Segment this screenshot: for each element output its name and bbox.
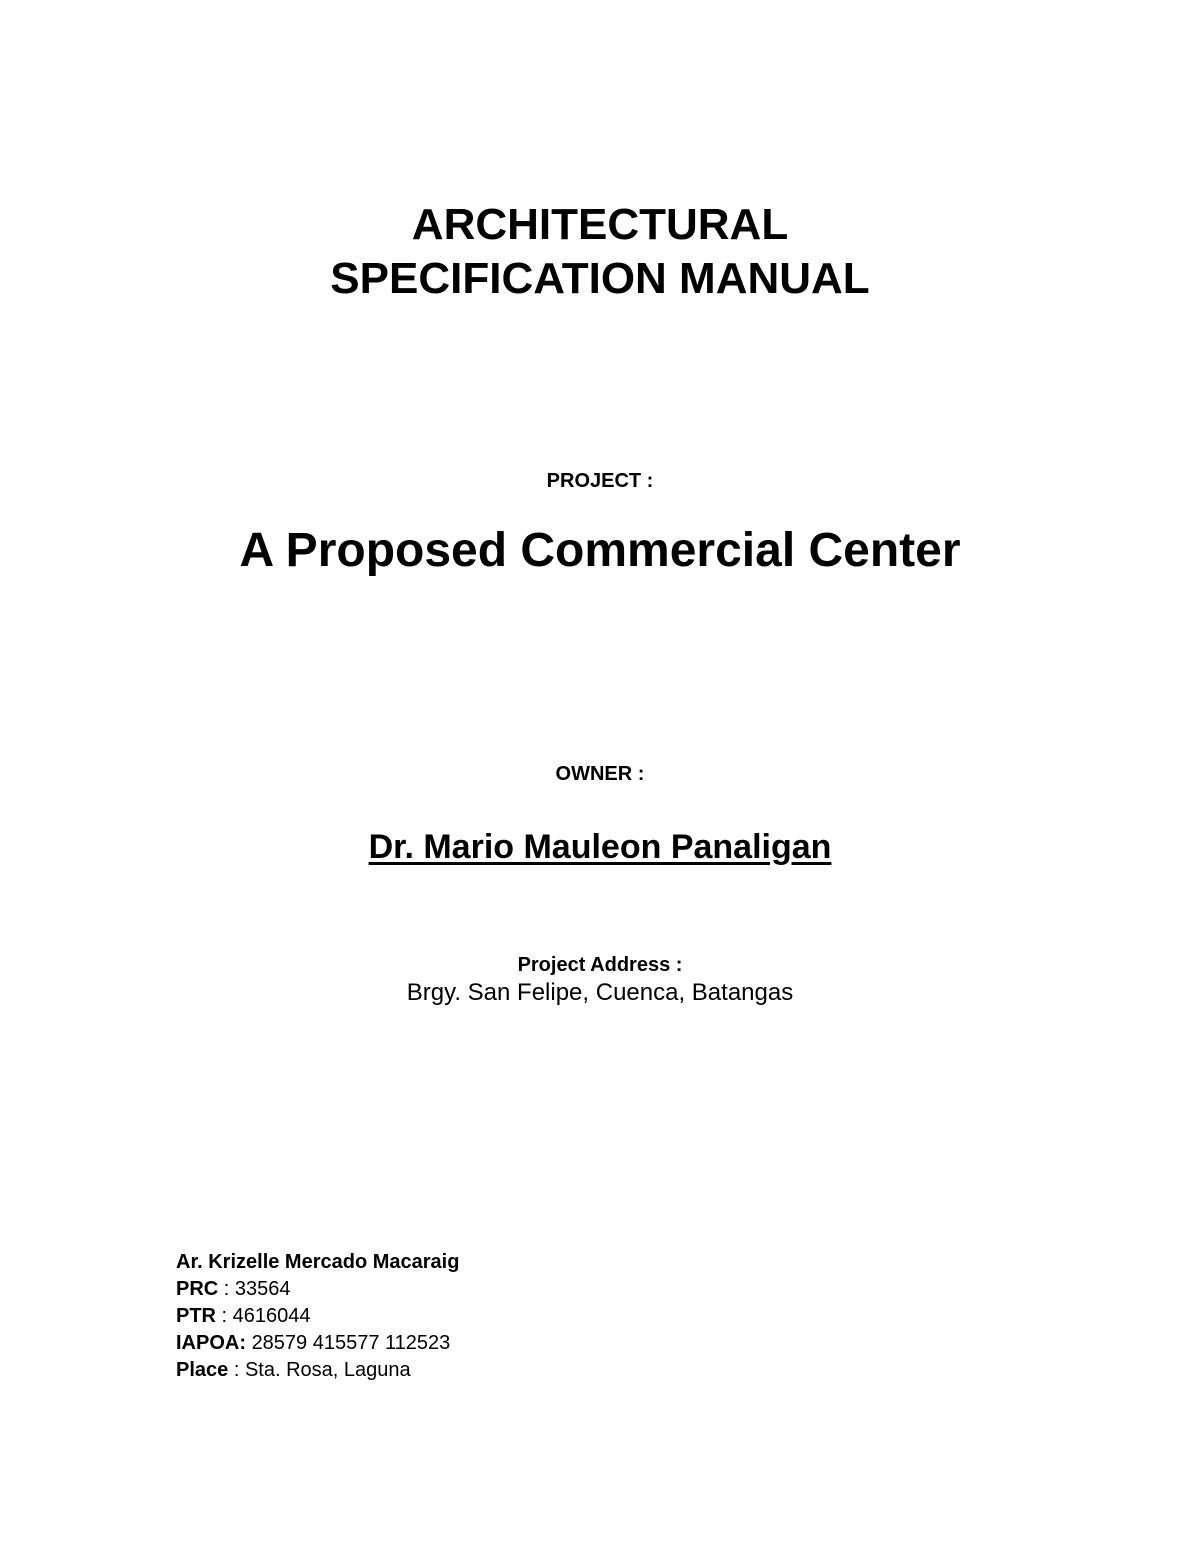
- title-line-1: ARCHITECTURAL: [411, 200, 789, 249]
- place-separator: :: [228, 1359, 245, 1381]
- place-row: [176, 1357, 459, 1384]
- ptr-value: 4616044: [232, 1305, 311, 1327]
- project-address-value: Brgy. San Felipe, Cuenca, Batangas: [406, 979, 794, 1006]
- owner-label: OWNER :: [555, 763, 645, 785]
- project-label: PROJECT :: [546, 470, 654, 492]
- ptr-label: PTR: [176, 1305, 216, 1327]
- prc-separator: :: [218, 1278, 235, 1300]
- architect-name-row: [176, 1249, 459, 1276]
- iapoa-label: IAPOA:: [176, 1332, 246, 1354]
- iapoa-value: 28579 415577 112523: [251, 1332, 451, 1354]
- place-label: Place: [176, 1359, 229, 1381]
- place-value: Sta. Rosa, Laguna: [244, 1359, 411, 1381]
- ptr-separator: :: [216, 1305, 233, 1327]
- iapoa-row: [176, 1330, 459, 1357]
- ptr-row: [176, 1303, 459, 1330]
- architect-name: Ar. Krizelle Mercado Macaraig: [176, 1251, 460, 1273]
- prc-label: PRC: [176, 1278, 219, 1300]
- prc-value: 33564: [234, 1278, 291, 1300]
- project-address-label: Project Address :: [517, 954, 683, 976]
- owner-name: Dr. Mario Mauleon Panaligan: [368, 828, 832, 866]
- architect-credentials: [176, 1249, 459, 1384]
- title-line-2: SPECIFICATION MANUAL: [330, 254, 870, 303]
- project-name: A Proposed Commercial Center: [239, 524, 961, 577]
- document-title: [0, 198, 1200, 306]
- prc-row: [176, 1276, 459, 1303]
